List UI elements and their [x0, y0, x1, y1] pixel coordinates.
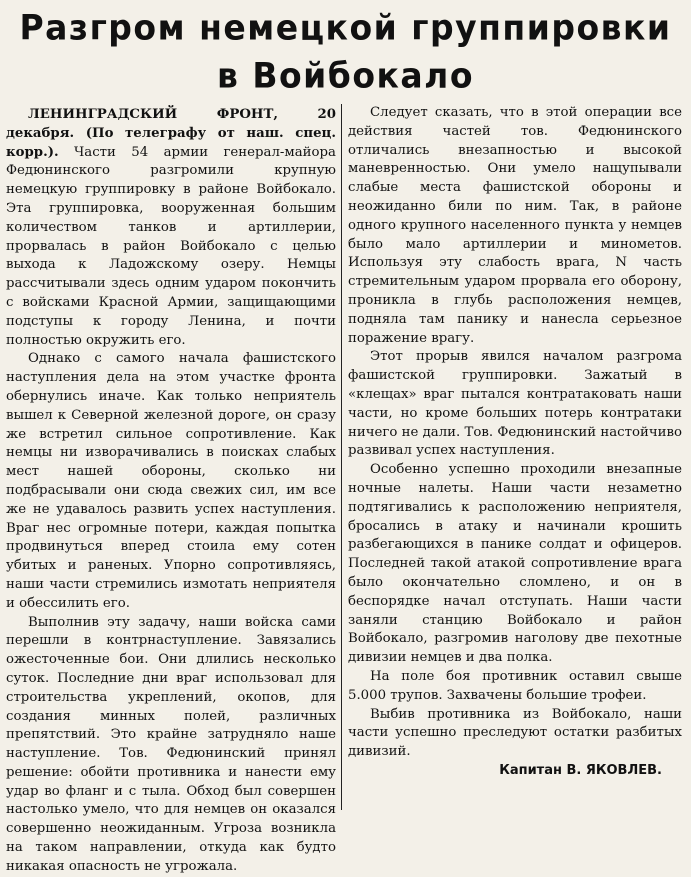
dateline: ЛЕНИНГРАДСКИЙ ФРОНТ, 20 декабря. (По телеграфу от наш. спец. корр.).	[6, 107, 336, 160]
article-paragraph-8: Выбив противника из Войбокало, наши части успешно преследуют остатки разбитых дивизий.	[348, 706, 682, 760]
article-paragraph-4: Следует сказать, что в этой операции все действия частей тов. Федюнинского отличались внезапностью и высокой маневренностью. Они умело нащупывали слабые места фашистской обороны и неожиданно били по ним. Так, в районе одного крупного населенного пункта у немцев было мало артиллерии и минометов. Используя эту слабость врага, N часть стремительным ударом прорвала его оборону, проникла в глубь расположения немцев, подняла там панику и нанесла серьезное поражение врагу.	[348, 105, 682, 346]
headline-line-2: в Войбокало	[216, 55, 475, 97]
article-paragraph-7: На поле боя противник оставил свыше 5.000 трупов. Захвачены большие трофеи.	[348, 668, 682, 703]
article-paragraph-3: Выполнив эту задачу, наши войска сами перешли в контрнаступление. Завязались ожесточенные бои. Они длились несколько суток. Последние дни враг использовал для строительства укреплений, окопов, для создания минных полей, различных препятствий. Это крайне затрудняло наше наступление. Тов. Федюнинский принял решение: обойти противника и нанести ему удар во фланг и с тыла. Обход был совершен настолько умело, что для немцев он оказался совершенно неожиданным. Угроза возникла на таком направлении, откуда как будто никакая опасность не угрожала.	[6, 614, 336, 874]
byline: Капитан В. ЯКОВЛЕВ.	[499, 762, 662, 778]
headline	[0, 4, 691, 101]
article-paragraph-6: Особенно успешно проходили внезапные ночные налеты. Наши части незаметно подтягивались к расположению неприятеля, бросались в атаку и начинали крошить разбегающихся в панике солдат и офицеров. Последней такой атакой сопротивление врага было окончательно сломлено, и он в беспорядке начал отступать. Наши части заняли станцию Войбокало и район Войбокало, разгромив наголову две пехотные дивизии немцев и два полка.	[348, 462, 682, 666]
paragraph-1-text: Части 54 армии генерал-майора Федюнинского разгромили крупную немецкую группировку в районе Войбокало. Эта группировка, вооруженная большим количеством танков и артиллерии, прорвалась в район Войбокало с целью выхода к Ладожскому озеру. Немцы рассчитывали здесь одним ударом покончить с войсками Красной Армии, защищающими подступы к городу Ленина, и почти полностью окружить его.	[6, 144, 336, 348]
headline-line-1: Разгром немецкой группировки	[19, 6, 672, 48]
article-column-left	[6, 106, 336, 877]
article-paragraph-5: Этот прорыв явился началом разгрома фашистской группировки. Зажатый в «клещах» враг пытался контратаковать наши части, но кроме больших потерь контратаки ничего не дали. Тов. Федюнинский настойчиво развивал успех наступления.	[348, 349, 682, 459]
article-paragraph-2: Однако с самого начала фашистского наступления дела на этом участке фронта обернулись иначе. Как только неприятель вышел к Северной железной дороге, он сразу же встретил сильное сопротивление. Как немцы ни изворачивались в поисках слабых мест нашей обороны, сколько ни подбрасывали они сюда свежих сил, им все же не удавалось развить успех наступления. Враг нес огромные потери, каждая попытка продвинуться вперед стоила ему сотен убитых и раненых. Упорно сопротивляясь, наши части стремились измотать неприятеля и обессилить его.	[6, 351, 336, 611]
article-paragraph-1	[6, 106, 336, 350]
article-column-right	[348, 104, 682, 781]
column-divider	[341, 104, 342, 810]
